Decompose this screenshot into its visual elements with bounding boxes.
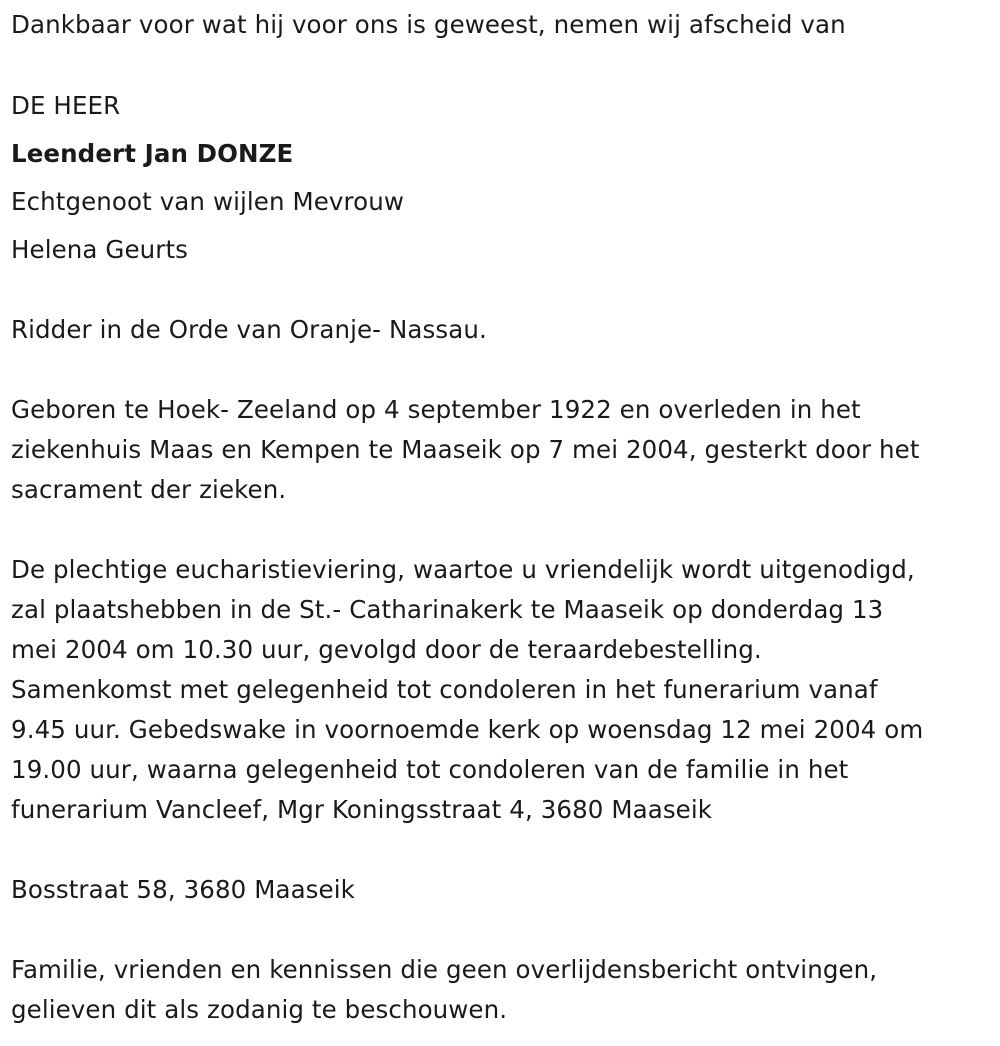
title-text: DE HEER [11,91,121,120]
ceremony-line: funerarium Vancleef, Mgr Koningsstraat 4, 3680 Maaseik [11,795,713,824]
spouse-line-1: Echtgenoot van wijlen Mevrouw [11,187,404,216]
spouse-line-2: Helena Geurts [11,235,189,264]
ceremony-line: mei 2004 om 10.30 uur, gevolgd door de teraardebestelling. [11,635,762,664]
ceremony-line: De plechtige eucharistieviering, waartoe u vriendelijk wordt uitgenodigd, [11,555,915,584]
birth-death-line: sacrament der zieken. [11,475,287,504]
deceased-name: Leendert Jan DONZE [11,139,294,168]
closing-line: Familie, vrienden en kennissen die geen overlijdensbericht ontvingen, [11,955,878,984]
ceremony-line: zal plaatshebben in de St.- Catharinakerk te Maaseik op donderdag 13 [11,595,884,624]
intro-text: Dankbaar voor wat hij voor ons is geweest, nemen wij afscheid van [11,10,846,39]
ceremony-line: 9.45 uur. Gebedswake in voornoemde kerk op woensdag 12 mei 2004 om [11,715,924,744]
ceremony-line: Samenkomst met gelegenheid tot condoleren in het funerarium vanaf [11,675,878,704]
honor-text: Ridder in de Orde van Oranje- Nassau. [11,315,487,344]
address-text: Bosstraat 58, 3680 Maaseik [11,875,355,904]
ceremony-line: 19.00 uur, waarna gelegenheid tot condoleren van de familie in het [11,755,849,784]
birth-death-line: Geboren te Hoek- Zeeland op 4 september 1922 en overleden in het [11,395,861,424]
birth-death-line: ziekenhuis Maas en Kempen te Maaseik op 7 mei 2004, gesterkt door het [11,435,920,464]
closing-line: gelieven dit als zodanig te beschouwen. [11,995,508,1024]
